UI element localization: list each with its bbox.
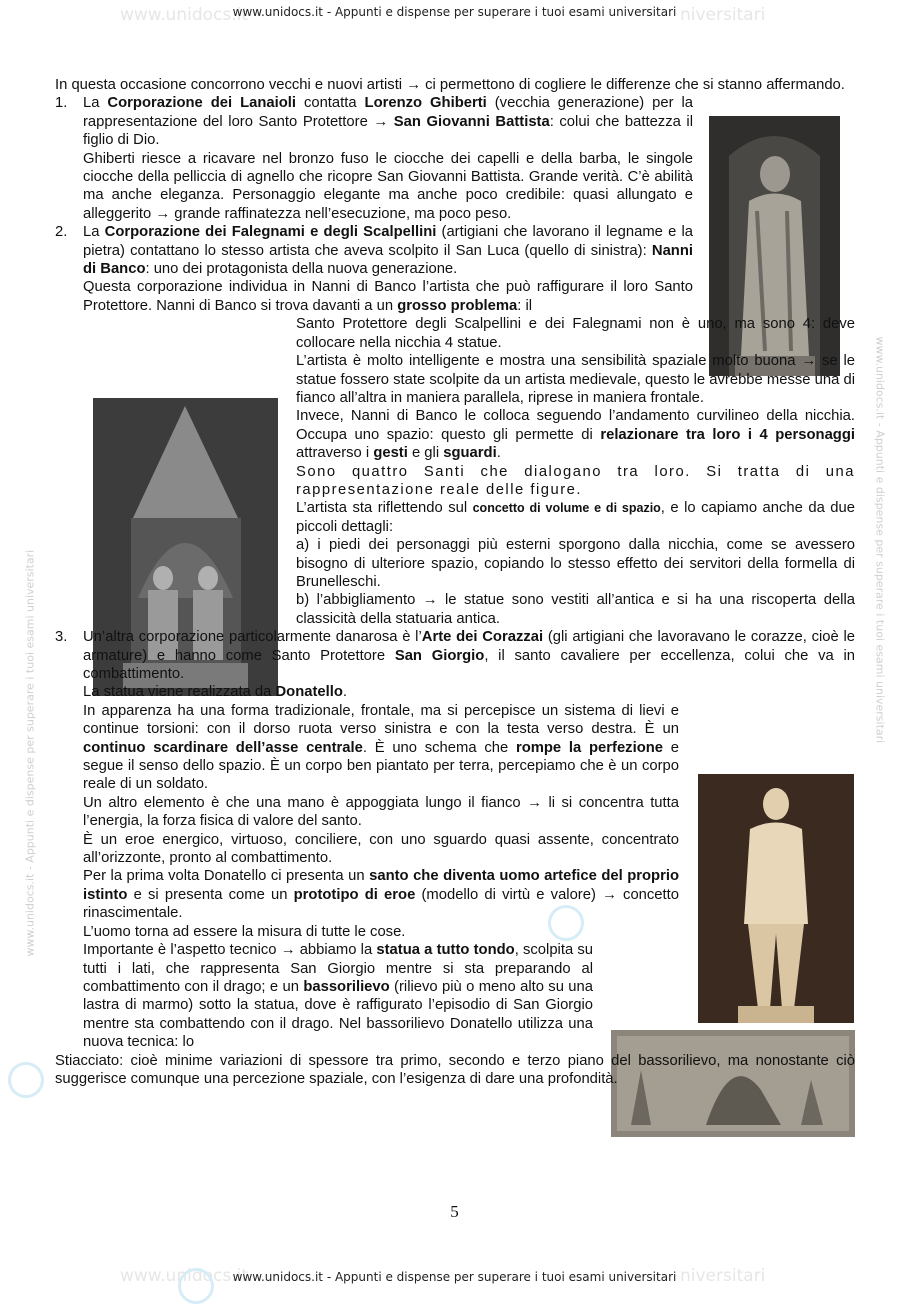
- list-item-3: [55, 628, 855, 1051]
- header-banner[interactable]: www.unidocs.it - Appunti e dispense per superare i tuoi esami universitari: [232, 5, 677, 19]
- item2-paragraph-7: L’artista sta riflettendo sul concetto di volume e di spazio, e lo capiamo anche da due piccoli dettagli:: [296, 500, 855, 535]
- document-body: [55, 76, 855, 1088]
- watermark-bottom-right: niversitari: [680, 1266, 766, 1286]
- item3-paragraph-4: Un altro elemento è che una mano è appoggiata lungo il fianco → li si concentra tutta l’energia, la forza fisica di valore del santo.: [83, 794, 679, 830]
- list-item-2: [55, 223, 693, 315]
- watermark-top-right: niversitari: [680, 5, 766, 25]
- list-number: 3.: [55, 629, 68, 646]
- item3-paragraph-8: Importante è l’aspetto tecnico → abbiamo la statua a tutto tondo, scolpita su tutti i lati, che rappresenta San Giorgio mentre si sta preparando al combattimento con il drago; e un bassorilievo (rilievo più o meno alto su una lastra di marmo) sotto la statua, dove è raffigurato l’episodio di San Giorgio mentre sta combattendo con il drago. Nel bassorilievo Donatello utilizza una nuova tecnica: lo: [83, 942, 593, 1051]
- list-number: 1.: [55, 95, 68, 112]
- item3-paragraph-7: L’uomo torna ad essere la misura di tutte le cose.: [83, 923, 406, 940]
- item2-paragraph-2: Questa corporazione individua in Nanni di Banco l’artista che può raffigurare il loro Santo Protettore. Nanni di Banco si trova davanti a un grosso problema: il: [83, 279, 693, 314]
- item1-paragraph-2: Ghiberti riesce a ricavare nel bronzo fuso le ciocche dei capelli e della barba, le singole ciocche della pelliccia di agnello che ricopre San Giovanni Battista. Grande verità. C’è abilità ma anche eleganza. Personaggio elegante ma anche poco credibile: quasi allungato e alleggerito → grande raffinatezza nell’esecuzione, ma poco peso.: [83, 150, 693, 222]
- item2-continuation: [296, 315, 855, 628]
- item2-paragraph-8: a) i piedi dei personaggi più esterni sporgono dalla nicchia, come se avessero bisogno di ulteriore spazio, copiando lo stesso effetto dei servitori della formella di Brunelleschi.: [296, 537, 855, 590]
- intro-paragraph: In questa occasione concorrono vecchi e nuovi artisti → ci permettono di cogliere le differenze che si stanno affermando.: [55, 77, 845, 93]
- item1-paragraph-1: La Corporazione dei Lanaioli contatta Lorenzo Ghiberti (vecchia generazione) per la rappresentazione del loro Santo Protettore → San Giovanni Battista: colui che battezza il figlio di Dio.: [83, 95, 694, 149]
- item3-paragraph-6: Per la prima volta Donatello ci presenta un santo che diventa uomo artefice del proprio istinto e si presenta come un prototipo di eroe (modello di virtù e valore) → concetto rinascimentale.: [83, 868, 679, 922]
- item3-paragraph-2: La statua viene realizzata da Donatello.: [83, 684, 348, 701]
- watermark-bottom-left: www.unidocs.it: [120, 1266, 249, 1286]
- list-number: 2.: [55, 224, 68, 241]
- watermark-logo-icon: [8, 1062, 44, 1098]
- watermark-side-left: www.unidocs.it - Appunti e dispense per superare i tuoi esami universitari: [23, 549, 37, 957]
- item2-paragraph-5: Invece, Nanni di Banco le colloca seguendo l’andamento curvilineo della nicchia. Occupa uno spazio: questo gli permette di relazionare tra loro i 4 personaggi attraverso i gesti e gli sguardi.: [296, 408, 855, 462]
- list-item-1: [55, 94, 693, 223]
- item2-paragraph-3: Santo Protettore degli Scalpellini e dei Falegnami non è uno, ma sono 4: deve collocare nella nicchia 4 statue.: [296, 316, 855, 351]
- item3-paragraph-1: Un’altra corporazione particolarmente danarosa è l’Arte dei Corazzai (gli artigiani che lavoravano le corazze, cioè le armature) e hanno come Santo Protettore San Giorgio, il santo cavaliere per eccellenza, colui che va in combattimento.: [83, 629, 855, 682]
- item3-paragraph-9: Stiacciato: cioè minime variazioni di spessore tra primo, secondo e terzo piano del bassorilievo, ma nonostante ciò suggerisce comunque una percezione spaziale, con l’esigenza di dare una profondità.: [55, 1052, 855, 1087]
- item2-paragraph-6: Sono quattro Santi che dialogano tra loro. Si tratta di una rappresentazione reale delle figure.: [296, 463, 855, 498]
- item3-paragraph-5: È un eroe energico, virtuoso, conciliere, con uno sguardo quasi assente, concentrato all’orizzonte, pronto al combattimento.: [83, 831, 679, 867]
- item2-paragraph-4: L’artista è molto intelligente e mostra una sensibilità spaziale molto buona → se le statue fossero state scolpite da un artista medievale, questo le avrebbe messe una di fianco all’altra in maniera parallela, riprese in maniera frontale.: [296, 353, 855, 406]
- footer-banner[interactable]: www.unidocs.it - Appunti e dispense per superare i tuoi esami universitari: [232, 1270, 677, 1284]
- watermark-side-right: www.unidocs.it - Appunti e dispense per superare i tuoi esami universitari: [873, 336, 887, 744]
- item2-paragraph-1: La Corporazione dei Falegnami e degli Scalpellini (artigiani che lavorano il legname e la pietra) contattano lo stesso artista che aveva scolpito il San Luca (quello di sinistra): Nanni di Banco: uno dei protagonista della nuova generazione.: [83, 224, 693, 278]
- item3-paragraph-3: In apparenza ha una forma tradizionale, frontale, ma si percepisce un sistema di lievi e continue torsioni: con il dorso ruota verso sinistra e con la testa verso destra. È un continuo scardinare dell’asse centrale. È uno schema che rompe la perfezione e segue il senso dello spazio. È un corpo ben piantato per terra, percepiamo che è un corpo reale di un soldato.: [83, 702, 679, 793]
- page-number: 5: [450, 1202, 459, 1221]
- watermark-top-left: www.unidocs.it: [120, 5, 249, 25]
- item2-paragraph-9: b) l’abbigliamento → le statue sono vestiti all’antica e si ha una riscoperta della classicità della statuaria antica.: [296, 592, 855, 627]
